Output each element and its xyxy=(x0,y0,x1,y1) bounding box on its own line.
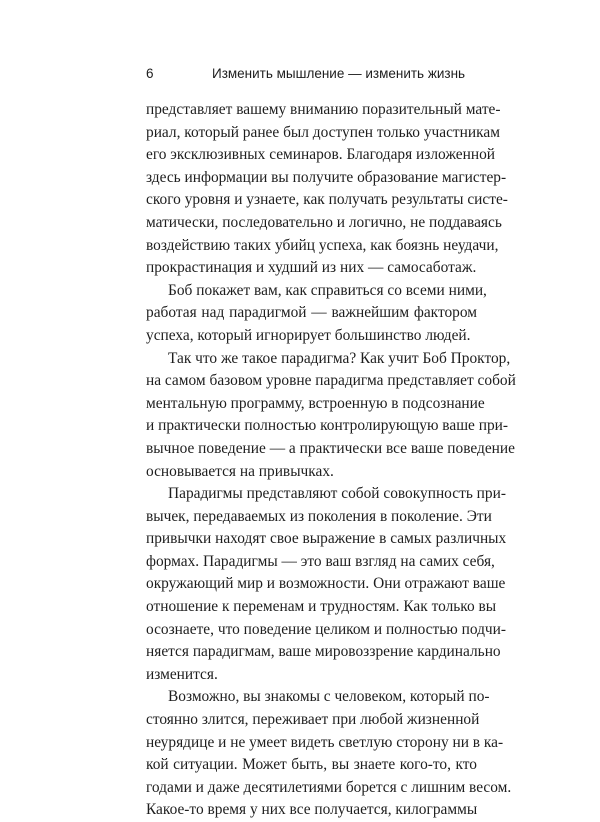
paragraph xyxy=(146,280,487,348)
text-line: Какое-то время у них все получается, килограммы xyxy=(146,801,478,819)
text-line: и практически полностью контролирующую ваше при- xyxy=(146,417,509,435)
text-line: няется парадигмам, ваше мировоззрение кардинально xyxy=(146,643,501,661)
text-line: вычное поведение — а практически все ваше поведение xyxy=(146,439,515,457)
text-line: Парадигмы представляют собой совокупность при- xyxy=(168,485,506,503)
paragraph xyxy=(146,348,516,484)
text-line: представляет вашему вниманию поразительный мате- xyxy=(146,101,501,118)
text-line: вычек, передаваемых из поколения в поколение. Эти xyxy=(146,507,492,525)
text-line: Возможно, вы знакомы с человеком, который по- xyxy=(168,688,490,706)
paragraph xyxy=(146,99,508,280)
text-line: здесь информации вы получите образование магистер- xyxy=(146,168,507,186)
text-line: изменится. xyxy=(146,665,218,683)
text-line: привычки находят свое выражение в самых различных xyxy=(146,530,507,548)
text-line: окружающий мир и возможности. Они отражают ваше xyxy=(146,575,506,593)
text-line: основывается на привычках. xyxy=(146,462,334,480)
running-title: Изменить мышление — изменить жизнь xyxy=(212,66,466,81)
text-line: формах. Парадигмы — это ваш взгляд на самих себя, xyxy=(146,552,495,570)
text-line: прокрастинация и худший из них — самосаботаж. xyxy=(146,259,477,277)
text-line: Так что же такое парадигма? Как учит Боб Проктор, xyxy=(168,349,511,367)
text-line: воздействию таких убийц успеха, как боязнь неудачи, xyxy=(146,236,499,254)
page-number: 6 xyxy=(146,66,154,81)
paragraph xyxy=(146,483,507,686)
text-line: стоянно злится, переживает при любой жизненной xyxy=(146,711,480,729)
text-line: отношение к переменам и трудностям. Как только вы xyxy=(146,598,497,616)
text-line: Боб покажет вам, как справиться со всеми ними, xyxy=(168,281,487,299)
text-line: риал, который ранее был доступен только участникам xyxy=(146,123,500,141)
text-line: ского уровня и узнаете, как получать результаты систе- xyxy=(146,191,508,209)
text-line: успеха, который игнорирует большинство людей. xyxy=(146,326,471,344)
running-header xyxy=(146,64,476,84)
text-line: годами и даже десятилетиями борется с лишним весом. xyxy=(146,778,512,796)
text-line: его эксклюзивных семинаров. Благодаря изложенной xyxy=(146,146,496,164)
text-line: ментальную программу, встроенную в подсознание xyxy=(146,394,485,412)
paragraph xyxy=(146,686,512,822)
body-text xyxy=(146,99,516,822)
text-line: неурядице и не умеет видеть светлую сторону ни в ка- xyxy=(146,733,504,751)
text-line: работая над парадигмой — важнейшим фактором xyxy=(146,304,477,322)
text-line: осознаете, что поведение целиком и полностью подчи- xyxy=(146,620,507,638)
text-line: кой ситуации. Может быть, вы знаете кого-то, кто xyxy=(146,756,477,774)
text-line: матически, последовательно и логично, не поддаваясь xyxy=(146,213,502,231)
text-line: на самом базовом уровне парадигма представляет собой xyxy=(146,372,516,390)
